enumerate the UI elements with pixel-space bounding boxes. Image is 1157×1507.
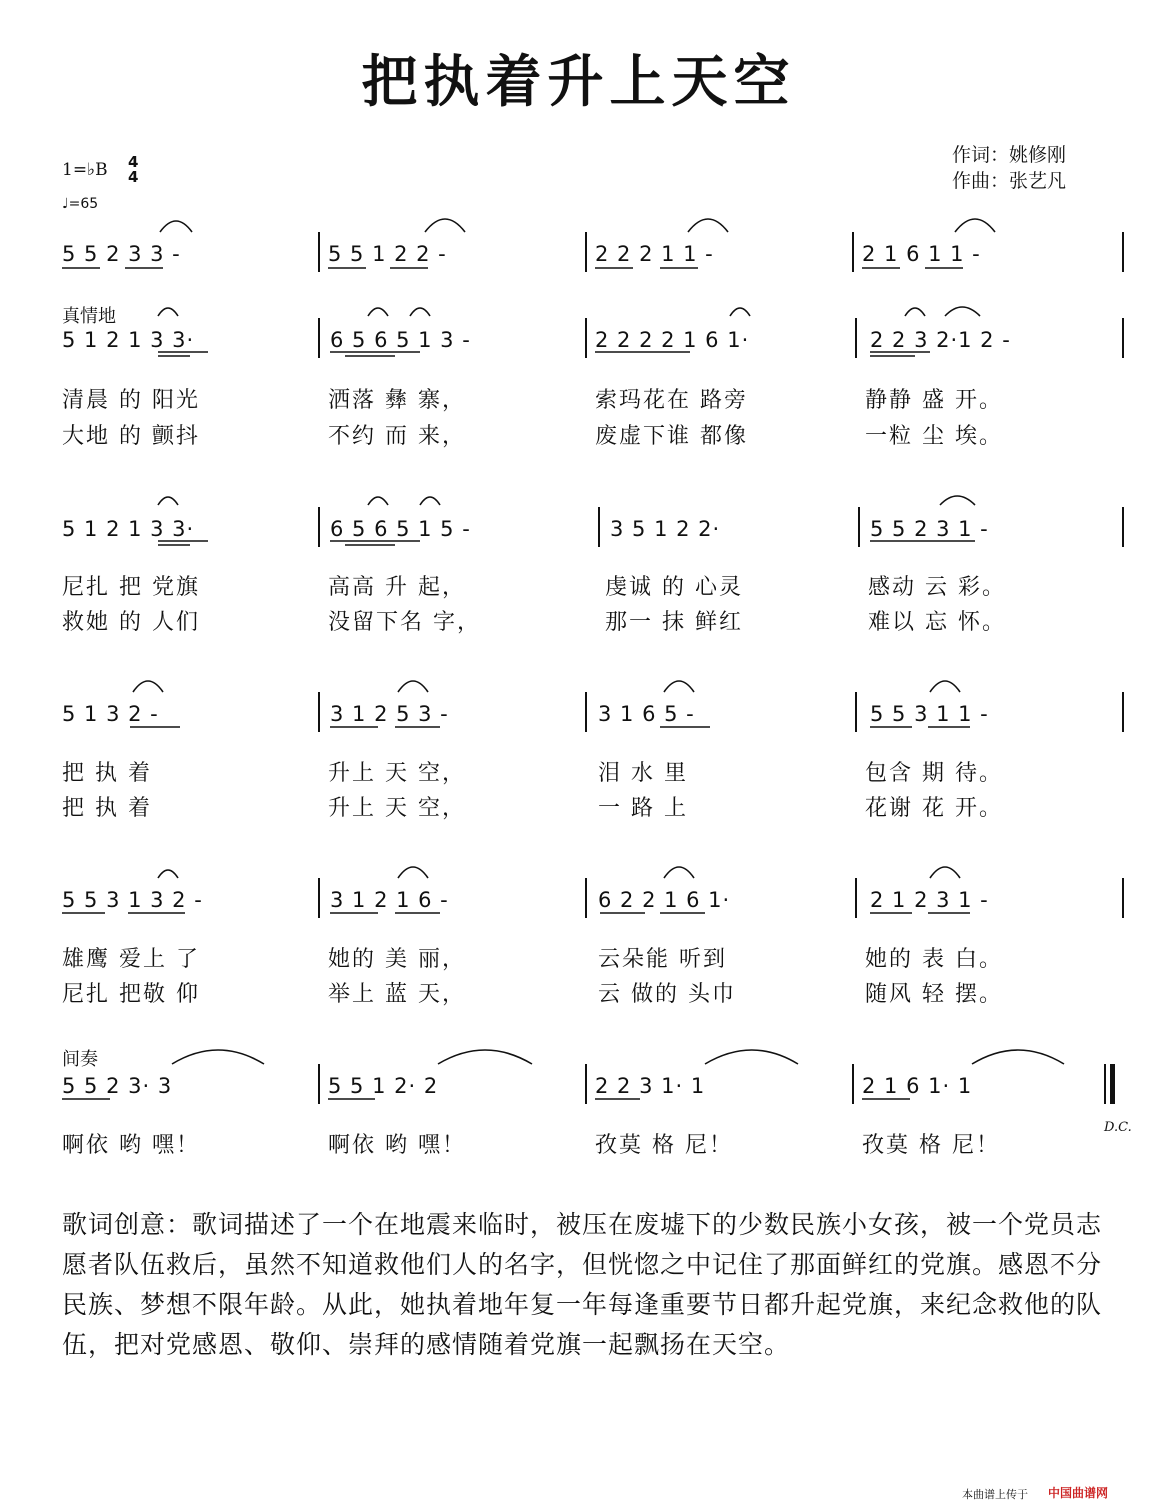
barline bbox=[858, 507, 860, 547]
slur bbox=[664, 867, 694, 878]
slur bbox=[930, 867, 960, 878]
final-barline-thin bbox=[1104, 1064, 1106, 1104]
lyric: 啊依 哟 嘿！ bbox=[62, 1133, 200, 1158]
measure: 5 1 2 1 3 3· bbox=[62, 517, 195, 541]
lyric: 包含 期 待。 bbox=[865, 761, 1003, 786]
measure: 6 5 6 5 1 5 - bbox=[330, 517, 471, 541]
lyric: 她的 美 丽， bbox=[328, 947, 466, 972]
barline bbox=[852, 1064, 854, 1104]
lyric: 云朵能 听到 bbox=[598, 947, 727, 972]
lyric: 花谢 花 开。 bbox=[865, 796, 1003, 821]
composer-credit: 作曲：张艺凡 bbox=[952, 170, 1067, 192]
barline bbox=[318, 232, 320, 272]
key-signature: 1=♭B bbox=[62, 160, 108, 180]
barline bbox=[318, 507, 320, 547]
lyric: 升上 天 空， bbox=[328, 761, 466, 786]
measure: 5 5 2 3 3 - bbox=[62, 242, 181, 266]
lyric: 静静 盛 开。 bbox=[865, 388, 1003, 413]
slur bbox=[930, 681, 960, 692]
barline bbox=[318, 318, 320, 358]
lyric: 尼扎 把 党旗 bbox=[62, 575, 200, 600]
slur bbox=[940, 496, 975, 505]
lyric: 虔诚 的 心灵 bbox=[605, 575, 743, 600]
barline bbox=[585, 232, 587, 272]
time-signature-top: 4 bbox=[128, 153, 139, 171]
lyricist-credit: 作词：姚修刚 bbox=[952, 144, 1067, 166]
barline bbox=[585, 1064, 587, 1104]
barline bbox=[318, 1064, 320, 1104]
barline bbox=[585, 878, 587, 918]
lyric: 不约 而 来， bbox=[328, 424, 466, 449]
measure: 5 1 2 1 3 3· bbox=[62, 328, 195, 352]
lyric: 啊依 哟 嘿！ bbox=[328, 1133, 466, 1158]
slur bbox=[705, 1050, 798, 1064]
slur bbox=[160, 221, 192, 232]
slur bbox=[972, 1050, 1064, 1064]
measure: 6 5 6 5 1 3 - bbox=[330, 328, 471, 352]
description-paragraph: 歌词创意：歌词描述了一个在地震来临时，被压在废墟下的少数民族小女孩，被一个党员志愿者队伍救后，虽然不知道救他们人的名字，但恍惚之中记住了那面鲜红的党旗。感恩不分民族、梦想不限年龄。从此，她执着地年复一年每逢重要节日都升起党旗，来纪念救他的队伍，把对党感恩、敬仰、崇拜的感情随着党旗一起飘扬在天空。 bbox=[62, 1210, 1103, 1359]
measure: 3 1 6 5 - bbox=[598, 702, 695, 726]
slur bbox=[438, 1050, 532, 1064]
measure: 3 5 1 2 2· bbox=[610, 517, 721, 541]
slur bbox=[688, 219, 728, 232]
measure: 5 5 1 2 2 - bbox=[328, 242, 447, 266]
lyric: 大地 的 颤抖 bbox=[62, 424, 200, 449]
slur bbox=[158, 497, 178, 505]
expression-mark: 真情地 bbox=[62, 306, 116, 327]
measure: 5 5 2 3 1 - bbox=[870, 517, 989, 541]
measure: 5 5 2 3· 3 bbox=[62, 1074, 173, 1098]
barline bbox=[598, 507, 600, 547]
barline bbox=[855, 692, 857, 732]
lyric: 高高 升 起， bbox=[328, 575, 466, 600]
lyric: 没留下名 字， bbox=[328, 610, 481, 635]
measure: 2 1 6 1 1 - bbox=[862, 242, 981, 266]
slur bbox=[664, 681, 694, 692]
lyric: 难以 忘 怀。 bbox=[868, 610, 1006, 635]
lyric: 云 做的 头巾 bbox=[598, 982, 736, 1007]
slur bbox=[425, 219, 465, 232]
lyric: 雄鹰 爱上 了 bbox=[62, 947, 200, 972]
time-signature-bottom: 4 bbox=[128, 168, 139, 186]
slur bbox=[398, 867, 428, 878]
lyric: 洒落 彝 寨， bbox=[328, 388, 466, 413]
lyric: 清晨 的 阳光 bbox=[62, 388, 200, 413]
tempo-mark: ♩=65 bbox=[62, 196, 99, 212]
lyric: 随风 轻 摆。 bbox=[865, 982, 1003, 1007]
slur bbox=[955, 219, 995, 232]
slur bbox=[420, 497, 440, 505]
slur bbox=[172, 1050, 264, 1064]
barline bbox=[1122, 232, 1124, 272]
measure: 2 2 2 2 1 6 1· bbox=[595, 328, 750, 352]
site-logo: 中国曲谱网 bbox=[1048, 1486, 1109, 1500]
barline bbox=[1122, 692, 1124, 732]
interlude-label: 间奏 bbox=[62, 1049, 98, 1070]
measure: 2 2 3 1· 1 bbox=[595, 1074, 706, 1098]
lyric: 举上 蓝 天， bbox=[328, 982, 466, 1007]
slur bbox=[398, 681, 428, 692]
barline bbox=[852, 232, 854, 272]
measure: 3 1 2 5 3 - bbox=[330, 702, 449, 726]
slur bbox=[368, 308, 388, 316]
lyric: 那一 抹 鲜红 bbox=[605, 610, 743, 635]
slur bbox=[410, 308, 430, 316]
lyric: 感动 云 彩。 bbox=[868, 575, 1006, 600]
lyric: 废虚下谁 都像 bbox=[595, 424, 748, 449]
lyric-description bbox=[62, 1205, 1112, 1365]
measure: 2 1 2 3 1 - bbox=[870, 888, 989, 912]
lyric: 尼扎 把敬 仰 bbox=[62, 982, 200, 1007]
barline bbox=[1122, 318, 1124, 358]
song-title: 把执着升上天空 bbox=[361, 49, 796, 115]
slur bbox=[905, 308, 925, 316]
lyric: 泪 水 里 bbox=[598, 761, 688, 786]
measure: 2 2 3 2·1 2 - bbox=[870, 328, 1011, 352]
slur bbox=[133, 681, 163, 692]
lyric: 一 路 上 bbox=[598, 796, 688, 821]
measure: 3 1 2 1 6 - bbox=[330, 888, 449, 912]
lyric: 索玛花在 路旁 bbox=[595, 388, 748, 413]
lyric: 孜莫 格 尼！ bbox=[862, 1133, 1000, 1158]
lyric: 升上 天 空， bbox=[328, 796, 466, 821]
barline bbox=[855, 878, 857, 918]
slur bbox=[158, 308, 178, 316]
lyric: 孜莫 格 尼！ bbox=[595, 1133, 733, 1158]
slur bbox=[368, 497, 388, 505]
slur bbox=[730, 308, 750, 316]
lyric: 一粒 尘 埃。 bbox=[865, 424, 1003, 449]
lyric: 救她 的 人们 bbox=[62, 610, 200, 635]
measure: 2 1 6 1· 1 bbox=[862, 1074, 973, 1098]
barline bbox=[318, 878, 320, 918]
barline bbox=[1122, 878, 1124, 918]
barline bbox=[1122, 507, 1124, 547]
footer-text: 本曲谱上传于 bbox=[962, 1488, 1028, 1501]
slur bbox=[945, 307, 980, 316]
measure: 5 1 3 2 - bbox=[62, 702, 159, 726]
barline bbox=[318, 692, 320, 732]
dc-mark: D.C. bbox=[1104, 1120, 1132, 1135]
lyric: 把 执 着 bbox=[62, 761, 152, 786]
measure: 5 5 3 1 1 - bbox=[870, 702, 989, 726]
lyric: 她的 表 白。 bbox=[865, 947, 1003, 972]
lyric: 把 执 着 bbox=[62, 796, 152, 821]
slur bbox=[158, 870, 178, 878]
barline bbox=[855, 318, 857, 358]
barline bbox=[585, 692, 587, 732]
measure: 5 5 3 1 3 2 - bbox=[62, 888, 203, 912]
final-barline-thick bbox=[1110, 1064, 1115, 1104]
measure: 5 5 1 2· 2 bbox=[328, 1074, 439, 1098]
measure: 6 2 2 1 6 1· bbox=[598, 888, 731, 912]
measure: 2 2 2 1 1 - bbox=[595, 242, 714, 266]
barline bbox=[585, 318, 587, 358]
